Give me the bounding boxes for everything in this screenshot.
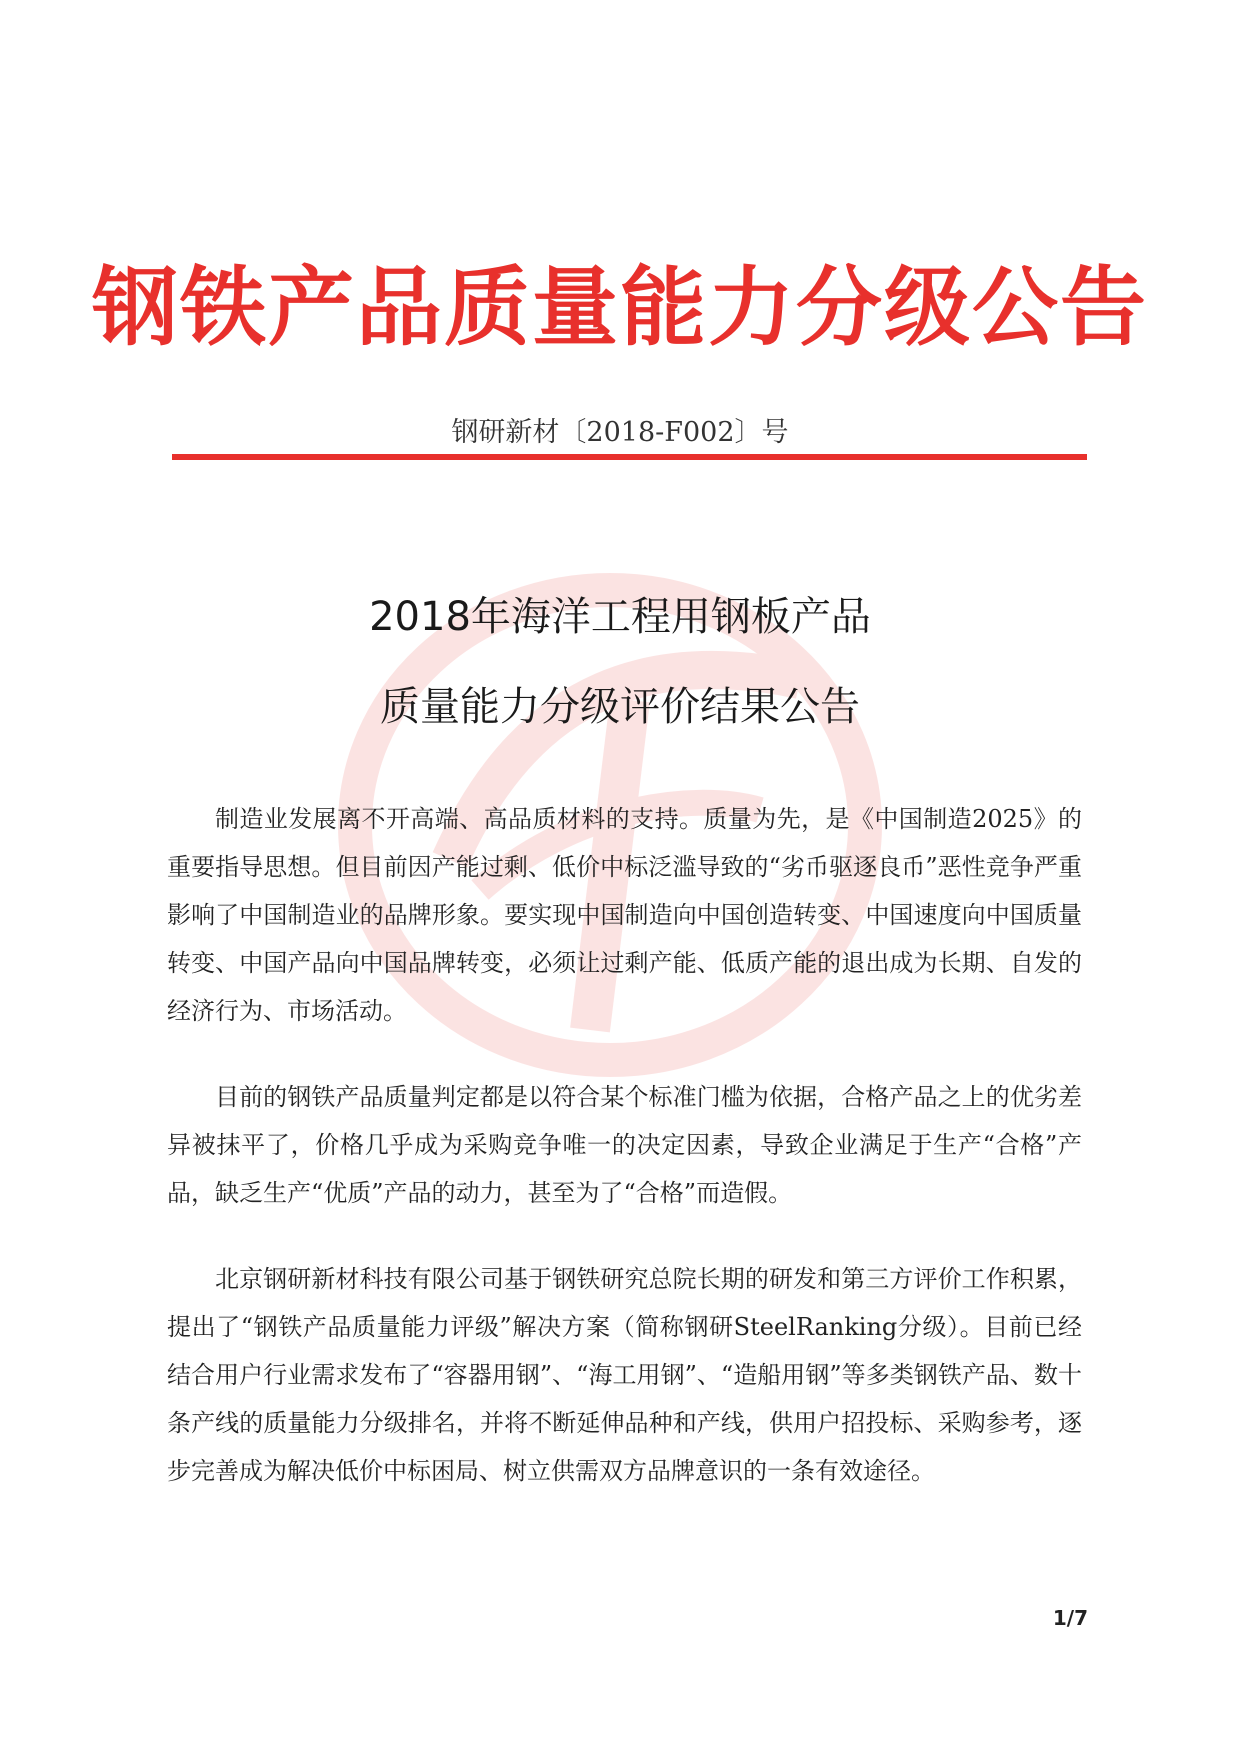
document-number: 钢研新材〔2018-F002〕号 xyxy=(451,417,789,448)
paragraph-3: 北京钢研新材科技有限公司基于钢铁研究总院长期的研发和第三方评价工作积累，提出了“钢铁产品质量能力评级”解决方案（简称钢研SteelRanking分级）。目前已经结合用户行业需求发布了“容器用钢”、“海工用钢”、“造船用钢”等多类钢铁产品、数十条产线的质量能力分级排名，并将不断延伸品种和产线，供用户招投标、采购参考，逐步完善成为解决低价中标困局、树立供需双方品牌意识的一条有效途径。 xyxy=(167,1265,1082,1485)
paragraph-1: 制造业发展离不开高端、高品质材料的支持。质量为先，是《中国制造2025》的重要指导思想。但目前因产能过剩、低价中标泛滥导致的“劣币驱逐良币”恶性竞争严重影响了中国制造业的品牌形象。要实现中国制造向中国创造转变、中国速度向中国质量转变、中国产品向中国品牌转变，必须让过剩产能、低质产能的退出成为长期、自发的经济行为、市场活动。 xyxy=(167,805,1082,1025)
body-text xyxy=(167,795,1082,1533)
page-number: 1/7 xyxy=(1052,1606,1088,1630)
paragraph-2: 目前的钢铁产品质量判定都是以符合某个标准门槛为依据，合格产品之上的优劣差异被抹平了，价格几乎成为采购竞争唯一的决定因素，导致企业满足于生产“合格”产品，缺乏生产“优质”产品的动力，甚至为了“合格”而造假。 xyxy=(167,1083,1082,1207)
notice-title-line-2: 质量能力分级评价结果公告 xyxy=(380,684,860,730)
red-divider xyxy=(172,454,1087,460)
masthead-title: 钢铁产品质量能力分级公告 xyxy=(92,258,1148,358)
notice-title-line-1: 2018年海洋工程用钢板产品 xyxy=(369,594,871,640)
